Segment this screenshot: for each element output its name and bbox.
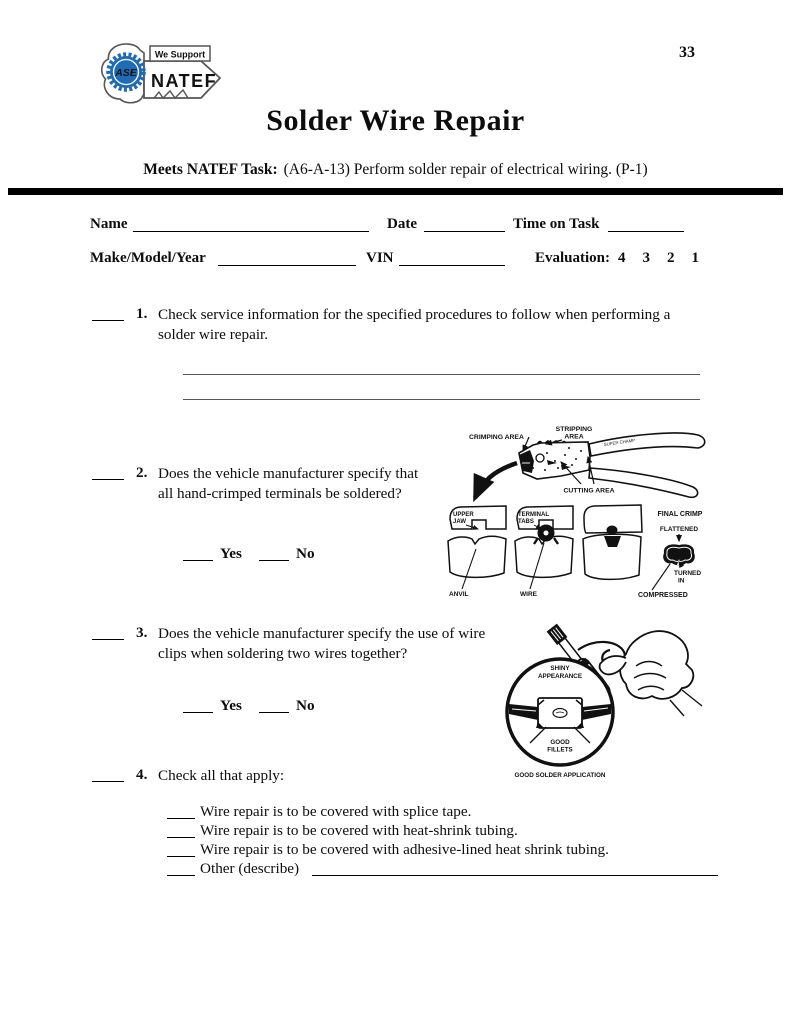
svg-text:JAW: JAW: [453, 519, 467, 525]
svg-text:FILLETS: FILLETS: [547, 746, 573, 754]
q3-no-label: No: [296, 697, 315, 714]
q1-answer-line-2: [183, 398, 700, 400]
date-blank: [424, 216, 505, 232]
shiny-appearance-label: SHINY: [550, 665, 570, 672]
natef-label: NATEF: [151, 71, 218, 91]
q4-option4-label: Other (describe): [200, 860, 300, 877]
score-2: 2: [667, 250, 675, 266]
q4-option3-label: Wire repair is to be covered with adhesive-lined heat shrink tubing.: [200, 841, 609, 858]
zoom-arrow: [475, 463, 517, 498]
make-model-year-blank: [218, 250, 356, 266]
natef-task-line: [0, 161, 791, 179]
q3-yes-label: Yes: [220, 697, 242, 714]
score-4: 4: [618, 250, 626, 266]
upper-jaw-label: UPPER: [453, 512, 474, 518]
compressed-label: COMPRESSED: [638, 592, 688, 599]
q4-option2-blank: [167, 822, 195, 838]
solder-splice: [538, 698, 582, 728]
task-text: (A6-A-13) Perform solder repair of electrical wiring. (P-1): [283, 161, 648, 178]
header-divider: [8, 188, 783, 195]
tool-brand-label: SUPER CHAMP: [603, 437, 636, 447]
vin-blank: [399, 250, 505, 266]
q3-grade-blank: [92, 624, 124, 640]
q1-grade-blank: [92, 305, 124, 321]
vin-label: VIN: [366, 250, 394, 266]
evaluation-label: Evaluation:: [535, 250, 611, 266]
wire-label: WIRE: [520, 591, 537, 598]
evaluation-scores: [618, 250, 699, 267]
q2-grade-blank: [92, 464, 124, 480]
anvil-label: ANVIL: [449, 591, 469, 598]
svg-text:APPEARANCE: APPEARANCE: [537, 673, 583, 680]
svg-text:IN: IN: [678, 577, 685, 585]
panel-crimped: [583, 505, 642, 579]
panel-terminal-tabs: [515, 506, 573, 598]
task-label: Meets NATEF Task:: [143, 161, 278, 178]
flattened-label: FLATTENED: [659, 526, 699, 533]
good-fillets-label: GOOD: [550, 739, 570, 746]
q1-text: Check service information for the specified procedures to follow when performing a solder wire repair.: [158, 306, 671, 343]
terminal-tabs-label: TERMINAL: [518, 512, 549, 518]
time-on-task-label: Time on Task: [513, 216, 600, 232]
q4-grade-blank: [92, 766, 124, 782]
ase-label: ASE: [115, 67, 137, 79]
cutting-area-label: CUTTING AREA: [563, 487, 615, 495]
page-number: 33: [679, 44, 695, 61]
crimping-area-label: CRIMPING AREA: [469, 434, 524, 441]
turned-in-label: TURNED: [674, 570, 702, 577]
date-label: Date: [387, 216, 417, 232]
q1-number: 1.: [136, 305, 148, 322]
panel-open-jaws: [448, 506, 506, 598]
q2-number: 2.: [136, 464, 148, 481]
q4-option1-blank: [167, 803, 195, 819]
q2-text: Does the vehicle manufacturer specify that all hand-crimped terminals be soldered?: [158, 465, 419, 502]
final-crimp-label: FINAL CRIMP: [657, 511, 703, 518]
natef-logo: [98, 42, 226, 106]
crimping-tool-diagram: [441, 413, 731, 610]
q3-number: 3.: [136, 624, 148, 641]
name-label: Name: [90, 216, 128, 232]
score-1: 1: [691, 250, 699, 266]
make-model-year-label: Make/Model/Year: [90, 250, 206, 266]
q4-other-describe-blank: [312, 860, 718, 876]
solder-application-diagram: [486, 610, 710, 782]
q3-yes-blank: [183, 697, 213, 713]
we-support-label: We Support: [154, 49, 206, 60]
good-solder-caption: GOOD SOLDER APPLICATION: [514, 772, 606, 779]
q1-answer-line-1: [183, 373, 700, 375]
q2-yes-blank: [183, 545, 213, 561]
q2-no-label: No: [296, 545, 315, 562]
q3-no-blank: [259, 697, 289, 713]
svg-text:AREA: AREA: [564, 433, 584, 441]
svg-text:TABS: TABS: [518, 519, 534, 525]
q4-option2-label: Wire repair is to be covered with heat-shrink tubing.: [200, 822, 518, 839]
q2-yes-label: Yes: [220, 545, 242, 562]
q4-text: Check all that apply:: [158, 767, 285, 784]
q2-no-blank: [259, 545, 289, 561]
stripping-area-label: STRIPPING: [555, 426, 593, 433]
q4-number: 4.: [136, 766, 148, 783]
q4-option1-label: Wire repair is to be covered with splice tape.: [200, 803, 472, 820]
name-blank: [133, 216, 369, 232]
score-3: 3: [642, 250, 650, 266]
q3-text: Does the vehicle manufacturer specify the use of wire clips when soldering two wires together?: [158, 625, 486, 662]
q4-option4-blank: [167, 860, 195, 876]
time-on-task-blank: [608, 216, 684, 232]
page-title: Solder Wire Repair: [266, 104, 525, 137]
q4-option3-blank: [167, 841, 195, 857]
